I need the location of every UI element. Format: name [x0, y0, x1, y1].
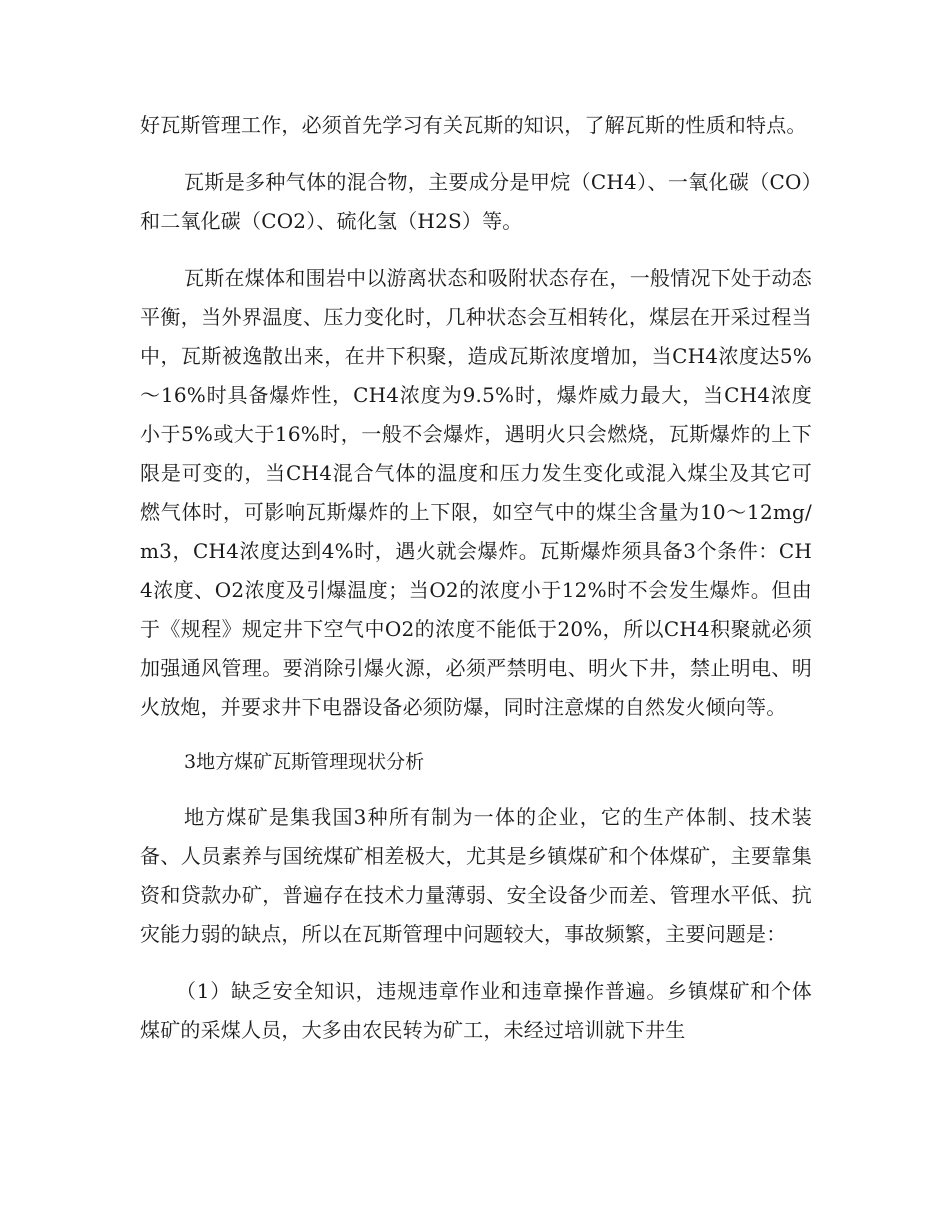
paragraph-problem-1: （1）缺乏安全知识，违规违章作业和违章操作普遍。乡镇煤矿和个体煤矿的采煤人员，大多由农民转为矿工，未经过培训就下井生	[140, 979, 812, 1042]
section-heading-local-mines: 3地方煤矿瓦斯管理现状分析	[184, 751, 425, 773]
paragraph-gas-composition: 瓦斯是多种气体的混合物，主要成分是甲烷（CH4）、一氧化碳（CO）和二氧化碳（CO2）、硫化氢（H2S）等。	[140, 170, 812, 233]
paragraph-gas-management-intro: 好瓦斯管理工作，必须首先学习有关瓦斯的知识，了解瓦斯的性质和特点。	[140, 113, 807, 137]
document-body	[140, 106, 812, 1050]
paragraph-gas-explosion-conditions: 瓦斯在煤体和围岩中以游离状态和吸附状态存在，一般情况下处于动态平衡，当外界温度、压力变化时，几种状态会互相转化，煤层在开采过程当中，瓦斯被逸散出来，在井下积聚，造成瓦斯浓度增加，当CH4浓度达5%～16%时具备爆炸性，CH4浓度为9.5%时，爆炸威力最大，当CH4浓度小于5%或大于16%时，一般不会爆炸，遇明火只会燃烧，瓦斯爆炸的上下限是可变的，当CH4混合气体的温度和压力发生变化或混入煤尘及其它可燃气体时，可影响瓦斯爆炸的上下限，如空气中的煤尘含量为10～12mg/m3，CH4浓度达到4%时，遇火就会爆炸。瓦斯爆炸须具备3个条件：CH4浓度、O2浓度及引爆温度；当O2的浓度小于12%时不会发生爆炸。但由于《规程》规定井下空气中O2的浓度不能低于20%，所以CH4积聚就必须加强通风管理。要消除引爆火源，必须严禁明电、明火下井，禁止明电、明火放炮，并要求井下电器设备必须防爆，同时注意煤的自然发火倾向等。	[140, 266, 812, 719]
paragraph-local-mines-analysis: 地方煤矿是集我国3种所有制为一体的企业，它的生产体制、技术装备、人员素养与国统煤矿相差极大，尤其是乡镇煤矿和个体煤矿，主要靠集资和贷款办矿，普遍存在技术力量薄弱、安全设备少而差、管理水平低、抗灾能力弱的缺点，所以在瓦斯管理中问题较大，事故频繁，主要问题是：	[140, 805, 812, 946]
